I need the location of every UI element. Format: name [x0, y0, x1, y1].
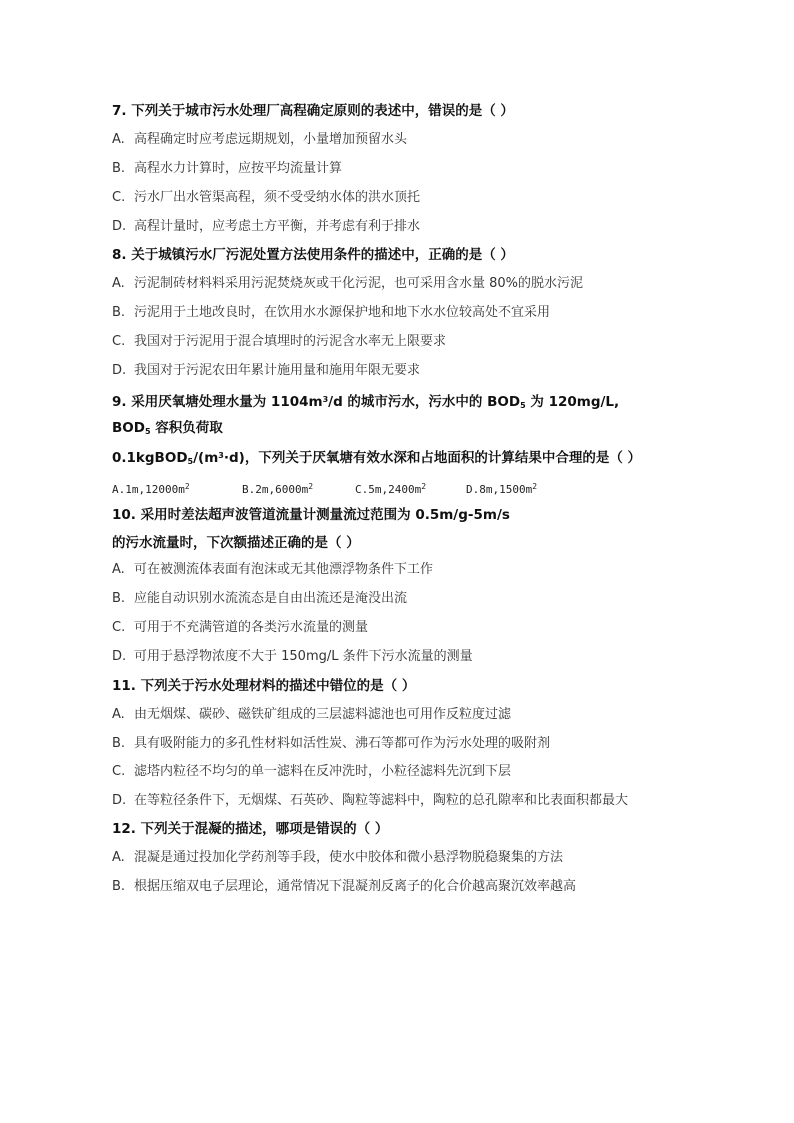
question-12-option-b: B. 根据压缩双电子层理论，通常情况下混凝剂反离子的化合价越高聚沉效率越高 [112, 879, 577, 894]
question-9-stem-line-1: 9. 采用厌氧塘处理水量为 $1104m^3/d$ 的城市污水，污水中的 $BOD_5$ 为 120mg/L, [112, 394, 620, 410]
question-12-stem: 12. 下列关于混凝的描述，哪项是错误的（ ） [112, 821, 389, 837]
question-9-option-a: $A.1m,12000m^2$ [112, 482, 190, 496]
question-10-option-a: A. 可在被测流体表面有泡沫或无其他漂浮物条件下工作 [112, 562, 434, 577]
question-10-option-d: D. 可用于悬浮物浓度不大于 150mg/L 条件下污水流量的测量 [112, 649, 473, 664]
question-9-option-b: $B.2m,6000m^2$ [242, 482, 314, 496]
question-9-options [112, 478, 672, 496]
question-11-option-c: C. 滤塔内粒径不均匀的单一滤料在反冲洗时，小粒径滤料先沉到下层 [112, 764, 512, 779]
question-11-stem: 11. 下列关于污水处理材料的描述中错位的是（ ） [112, 678, 416, 694]
question-11-option-d: D. 在等粒径条件下，无烟煤、石英砂、陶粒等滤料中，陶粒的总孔隙率和比表面积都最大 [112, 793, 629, 808]
question-11-option-b: B. 具有吸附能力的多孔性材料如活性炭、沸石等都可作为污水处理的吸附剂 [112, 736, 551, 751]
question-8-option-d: D. 我国对于污泥农田年累计施用量和施用年限无要求 [112, 363, 421, 378]
question-10-stem-line-1: 10. 采用时差法超声波管道流量计测量流过范围为 0.5m/g-5m/s [112, 507, 510, 523]
question-8-option-b: B. 污泥用于土地改良时，在饮用水水源保护地和地下水水位较高处不宜采用 [112, 305, 551, 320]
question-7-option-a: A. 高程确定时应考虑远期规划，小量增加预留水头 [112, 132, 408, 147]
question-9-option-d: $D.8m,1500m^2$ [466, 482, 538, 496]
question-9-stem-line-2: $BOD_5$ 容积负荷取 [112, 420, 223, 436]
question-12-option-a: A. 混凝是通过投加化学药剂等手段，使水中胶体和微小悬浮物脱稳聚集的方法 [112, 850, 564, 865]
question-9-stem-line-3: $0.1kgBOD_5/(m^3\cdot d)$，下列关于厌氧塘有效水深和占地面积的计算结果中合理的是（ ） [112, 450, 642, 466]
question-10-option-c: C. 可用于不充满管道的各类污水流量的测量 [112, 620, 369, 635]
question-7-option-d: D. 高程计量时，应考虑土方平衡，并考虑有利于排水 [112, 219, 421, 234]
question-10-stem-line-2: 的污水流量时，下次额描述正确的是（ ） [112, 535, 360, 551]
question-8-option-a: A. 污泥制砖材料料采用污泥焚烧灰或干化污泥，也可采用含水量 80%的脱水污泥 [112, 276, 584, 291]
question-11-option-a: A. 由无烟煤、碳砂、磁铁矿组成的三层滤料滤池也可用作反粒度过滤 [112, 707, 512, 722]
question-7-option-b: B. 高程水力计算时，应按平均流量计算 [112, 161, 343, 176]
question-10-option-b: B. 应能自动识别水流流态是自由出流还是淹没出流 [112, 591, 408, 606]
question-7-stem: 7. 下列关于城市污水处理厂高程确定原则的表述中，错误的是（ ） [112, 103, 514, 119]
question-8-stem: 8. 关于城镇污水厂污泥处置方法使用条件的描述中，正确的是（ ） [112, 247, 514, 263]
question-9-option-c: $C.5m,2400m^2$ [355, 482, 427, 496]
question-8-option-c: C. 我国对于污泥用于混合填埋时的污泥含水率无上限要求 [112, 334, 447, 349]
question-7-option-c: C. 污水厂出水管渠高程，须不受受纳水体的洪水顶托 [112, 190, 421, 205]
